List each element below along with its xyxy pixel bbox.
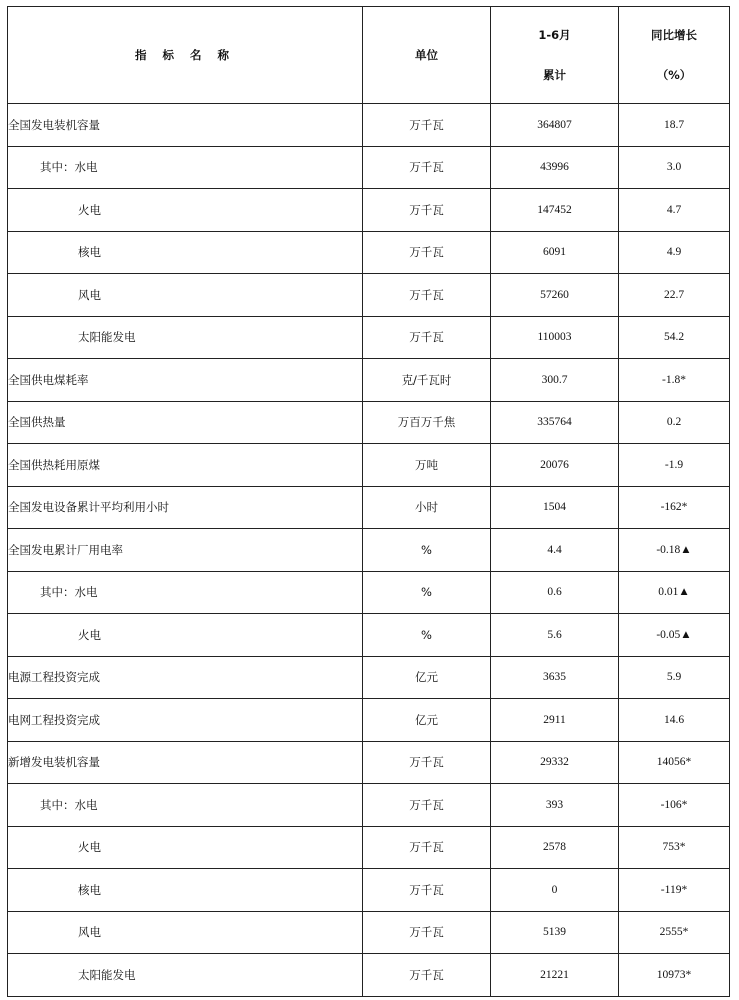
header-yoy-line1: 同比增长	[651, 28, 697, 42]
yoy-growth-cell: -119*	[619, 869, 730, 912]
table-row	[8, 274, 730, 317]
yoy-growth-cell: 3.0	[619, 146, 730, 189]
unit-cell: 万千瓦	[363, 274, 491, 317]
yoy-growth-cell: 10973*	[619, 954, 730, 997]
yoy-growth-cell: 14.6	[619, 699, 730, 742]
unit-cell: 小时	[363, 486, 491, 529]
cumulative-value-cell: 1504	[491, 486, 619, 529]
indicator-name-cell: 核电	[8, 869, 363, 912]
yoy-growth-cell: -1.8*	[619, 359, 730, 402]
indicator-name-cell: 全国发电累计厂用电率	[8, 529, 363, 572]
yoy-growth-cell: -1.9	[619, 444, 730, 487]
yoy-growth-cell: 18.7	[619, 104, 730, 147]
indicator-name-cell: 电网工程投资完成	[8, 699, 363, 742]
indicator-name-cell: 风电	[8, 274, 363, 317]
indicator-name-cell: 其中：水电	[8, 784, 363, 827]
indicator-name-cell: 火电	[8, 189, 363, 232]
table-row	[8, 911, 730, 954]
yoy-growth-cell: -0.05▲	[619, 614, 730, 657]
unit-cell: 万千瓦	[363, 741, 491, 784]
cumulative-value-cell: 29332	[491, 741, 619, 784]
indicator-name-cell: 风电	[8, 911, 363, 954]
table-body	[8, 104, 730, 997]
indicator-name-cell: 火电	[8, 826, 363, 869]
table-row	[8, 741, 730, 784]
yoy-growth-cell: 14056*	[619, 741, 730, 784]
yoy-growth-cell: -106*	[619, 784, 730, 827]
cumulative-value-cell: 335764	[491, 401, 619, 444]
table-header-row	[8, 7, 730, 104]
yoy-growth-cell: -162*	[619, 486, 730, 529]
table-row	[8, 954, 730, 997]
header-unit: 单位	[363, 7, 491, 104]
yoy-growth-cell: 0.01▲	[619, 571, 730, 614]
cumulative-value-cell: 393	[491, 784, 619, 827]
table-row	[8, 826, 730, 869]
indicator-name-cell: 其中：水电	[8, 571, 363, 614]
unit-cell: 万千瓦	[363, 146, 491, 189]
indicator-name-cell: 全国供电煤耗率	[8, 359, 363, 402]
indicator-name-cell: 电源工程投资完成	[8, 656, 363, 699]
yoy-growth-cell: 5.9	[619, 656, 730, 699]
indicator-name-cell: 全国供热耗用原煤	[8, 444, 363, 487]
table-row	[8, 571, 730, 614]
unit-cell: 万千瓦	[363, 231, 491, 274]
table-row	[8, 401, 730, 444]
table-row	[8, 104, 730, 147]
table-row	[8, 316, 730, 359]
indicator-name-cell: 太阳能发电	[8, 954, 363, 997]
table-row	[8, 699, 730, 742]
table-row	[8, 869, 730, 912]
table-row	[8, 146, 730, 189]
table-row	[8, 656, 730, 699]
unit-cell: 万百万千焦	[363, 401, 491, 444]
statistics-table	[7, 6, 730, 997]
header-period-line2: 累计	[543, 68, 566, 82]
unit-cell: %	[363, 571, 491, 614]
cumulative-value-cell: 300.7	[491, 359, 619, 402]
yoy-growth-cell: 2555*	[619, 911, 730, 954]
cumulative-value-cell: 5.6	[491, 614, 619, 657]
cumulative-value-cell: 4.4	[491, 529, 619, 572]
indicator-name-cell: 新增发电装机容量	[8, 741, 363, 784]
cumulative-value-cell: 20076	[491, 444, 619, 487]
unit-cell: 克/千瓦时	[363, 359, 491, 402]
indicator-name-cell: 全国发电设备累计平均利用小时	[8, 486, 363, 529]
header-yoy	[619, 7, 730, 104]
header-period-line1: 1-6月	[538, 28, 571, 42]
table-row	[8, 444, 730, 487]
indicator-name-cell: 全国供热量	[8, 401, 363, 444]
indicator-name-cell: 火电	[8, 614, 363, 657]
cumulative-value-cell: 2578	[491, 826, 619, 869]
cumulative-value-cell: 57260	[491, 274, 619, 317]
indicator-name-cell: 核电	[8, 231, 363, 274]
indicator-name-cell: 太阳能发电	[8, 316, 363, 359]
cumulative-value-cell: 364807	[491, 104, 619, 147]
yoy-growth-cell: -0.18▲	[619, 529, 730, 572]
unit-cell: 万千瓦	[363, 189, 491, 232]
cumulative-value-cell: 147452	[491, 189, 619, 232]
unit-cell: %	[363, 529, 491, 572]
header-period	[491, 7, 619, 104]
unit-cell: %	[363, 614, 491, 657]
indicator-name-cell: 全国发电装机容量	[8, 104, 363, 147]
cumulative-value-cell: 2911	[491, 699, 619, 742]
cumulative-value-cell: 5139	[491, 911, 619, 954]
unit-cell: 万吨	[363, 444, 491, 487]
yoy-growth-cell: 753*	[619, 826, 730, 869]
cumulative-value-cell: 21221	[491, 954, 619, 997]
unit-cell: 万千瓦	[363, 784, 491, 827]
table-row	[8, 189, 730, 232]
table-row	[8, 614, 730, 657]
indicator-name-cell: 其中：水电	[8, 146, 363, 189]
unit-cell: 亿元	[363, 656, 491, 699]
unit-cell: 万千瓦	[363, 316, 491, 359]
yoy-growth-cell: 4.7	[619, 189, 730, 232]
header-indicator-name: 指 标 名 称	[8, 7, 363, 104]
table-row	[8, 231, 730, 274]
cumulative-value-cell: 43996	[491, 146, 619, 189]
table-row	[8, 784, 730, 827]
unit-cell: 万千瓦	[363, 869, 491, 912]
cumulative-value-cell: 0.6	[491, 571, 619, 614]
unit-cell: 亿元	[363, 699, 491, 742]
cumulative-value-cell: 0	[491, 869, 619, 912]
unit-cell: 万千瓦	[363, 104, 491, 147]
unit-cell: 万千瓦	[363, 911, 491, 954]
yoy-growth-cell: 4.9	[619, 231, 730, 274]
yoy-growth-cell: 22.7	[619, 274, 730, 317]
yoy-growth-cell: 0.2	[619, 401, 730, 444]
table-row	[8, 486, 730, 529]
cumulative-value-cell: 3635	[491, 656, 619, 699]
yoy-growth-cell: 54.2	[619, 316, 730, 359]
table-row	[8, 359, 730, 402]
cumulative-value-cell: 6091	[491, 231, 619, 274]
cumulative-value-cell: 110003	[491, 316, 619, 359]
unit-cell: 万千瓦	[363, 826, 491, 869]
table-row	[8, 529, 730, 572]
header-yoy-line2: （%）	[656, 68, 692, 82]
unit-cell: 万千瓦	[363, 954, 491, 997]
